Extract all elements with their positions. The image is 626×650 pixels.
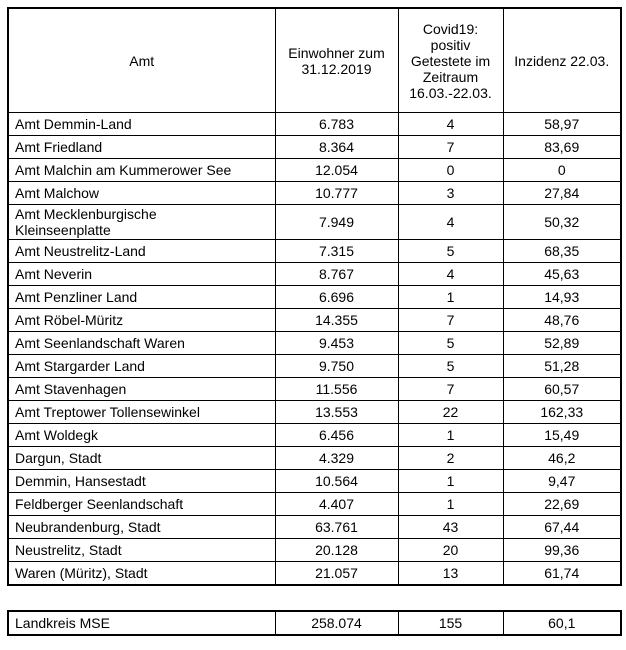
einwohner-cell: 8.364 [275,136,398,159]
table-row [8,309,621,332]
amt-cell: Amt Friedland [8,136,275,159]
table-row [8,493,621,516]
summary-row [8,611,621,635]
table-row [8,136,621,159]
inzidenz-cell: 27,84 [503,182,621,205]
table-row [8,447,621,470]
covid-positiv-cell: 22 [398,401,503,424]
einwohner-cell: 6.456 [275,424,398,447]
inzidenz-cell: 22,69 [503,493,621,516]
einwohner-cell: 6.783 [275,113,398,136]
amt-cell: Amt Neustrelitz-Land [8,240,275,263]
table-row [8,378,621,401]
einwohner-cell: 4.329 [275,447,398,470]
covid-stats-table [7,7,622,586]
amt-cell: Dargun, Stadt [8,447,275,470]
covid-positiv-cell: 5 [398,355,503,378]
amt-cell: Demmin, Hansestadt [8,470,275,493]
inzidenz-cell: 9,47 [503,470,621,493]
einwohner-cell: 8.767 [275,263,398,286]
inzidenz-cell: 0 [503,159,621,182]
table-row [8,539,621,562]
covid-positiv-cell: 3 [398,182,503,205]
table-row [8,562,621,586]
amt-cell: Amt Woldegk [8,424,275,447]
amt-cell: Amt Neverin [8,263,275,286]
table-row [8,286,621,309]
inzidenz-cell: 46,2 [503,447,621,470]
einwohner-cell: 4.407 [275,493,398,516]
amt-cell: Amt Seenlandschaft Waren [8,332,275,355]
inzidenz-cell: 83,69 [503,136,621,159]
table-row [8,470,621,493]
einwohner-cell: 9.453 [275,332,398,355]
table-row [8,424,621,447]
inzidenz-cell: 68,35 [503,240,621,263]
amt-cell: Amt Stavenhagen [8,378,275,401]
covid-positiv-cell: 2 [398,447,503,470]
einwohner-cell: 10.777 [275,182,398,205]
inzidenz-cell: 99,36 [503,539,621,562]
covid-positiv-cell: 4 [398,263,503,286]
amt-cell: Amt Malchin am Kummerower See [8,159,275,182]
table-body [8,113,621,586]
covid-positiv-cell: 1 [398,470,503,493]
einwohner-cell: 12.054 [275,159,398,182]
covid-positiv-cell: 0 [398,159,503,182]
covid-positiv-cell: 1 [398,493,503,516]
einwohner-cell: 11.556 [275,378,398,401]
covid-positiv-cell: 7 [398,136,503,159]
inzidenz-cell: 50,32 [503,205,621,240]
einwohner-cell: 14.355 [275,309,398,332]
table-row [8,516,621,539]
covid-positiv-cell: 43 [398,516,503,539]
table-row [8,332,621,355]
inzidenz-cell: 14,93 [503,286,621,309]
amt-cell: Waren (Müritz), Stadt [8,562,275,586]
einwohner-cell: 63.761 [275,516,398,539]
einwohner-cell: 7.315 [275,240,398,263]
amt-cell: Amt Mecklenburgische Kleinseenplatte [8,205,275,240]
inzidenz-cell: 58,97 [503,113,621,136]
einwohner-cell: 13.553 [275,401,398,424]
col-header-einwohner: Einwohner zum 31.12.2019 [275,8,398,113]
summary-inzidenz: 60,1 [503,611,621,635]
table-gap [7,586,626,610]
inzidenz-cell: 60,57 [503,378,621,401]
amt-cell: Amt Malchow [8,182,275,205]
covid-positiv-cell: 7 [398,309,503,332]
summary-covid-positiv: 155 [398,611,503,635]
amt-cell: Neubrandenburg, Stadt [8,516,275,539]
covid-positiv-cell: 13 [398,562,503,586]
einwohner-cell: 9.750 [275,355,398,378]
inzidenz-cell: 51,28 [503,355,621,378]
col-header-covid-positiv: Covid19: positiv Getestete im Zeitraum 16.03.-22.03. [398,8,503,113]
amt-cell: Feldberger Seenlandschaft [8,493,275,516]
table-row [8,159,621,182]
table-row [8,113,621,136]
einwohner-cell: 20.128 [275,539,398,562]
summary-table [7,610,622,636]
einwohner-cell: 7.949 [275,205,398,240]
amt-cell: Amt Treptower Tollensewinkel [8,401,275,424]
table-row [8,355,621,378]
covid-positiv-cell: 5 [398,332,503,355]
col-header-amt: Amt [8,8,275,113]
amt-cell: Amt Röbel-Müritz [8,309,275,332]
summary-einwohner: 258.074 [275,611,398,635]
inzidenz-cell: 48,76 [503,309,621,332]
covid-positiv-cell: 4 [398,113,503,136]
amt-cell: Amt Demmin-Land [8,113,275,136]
einwohner-cell: 21.057 [275,562,398,586]
covid-positiv-cell: 1 [398,286,503,309]
inzidenz-cell: 61,74 [503,562,621,586]
covid-positiv-cell: 4 [398,205,503,240]
summary-label: Landkreis MSE [8,611,275,635]
table-row [8,240,621,263]
amt-cell: Amt Stargarder Land [8,355,275,378]
table-row [8,205,621,240]
table-row [8,182,621,205]
inzidenz-cell: 15,49 [503,424,621,447]
amt-cell: Neustrelitz, Stadt [8,539,275,562]
table-row [8,263,621,286]
col-header-inzidenz: Inzidenz 22.03. [503,8,621,113]
einwohner-cell: 10.564 [275,470,398,493]
inzidenz-cell: 52,89 [503,332,621,355]
amt-cell: Amt Penzliner Land [8,286,275,309]
inzidenz-cell: 45,63 [503,263,621,286]
covid-positiv-cell: 5 [398,240,503,263]
covid-positiv-cell: 1 [398,424,503,447]
header-row [8,8,621,113]
inzidenz-cell: 162,33 [503,401,621,424]
table-row [8,401,621,424]
inzidenz-cell: 67,44 [503,516,621,539]
einwohner-cell: 6.696 [275,286,398,309]
covid-positiv-cell: 20 [398,539,503,562]
covid-positiv-cell: 7 [398,378,503,401]
